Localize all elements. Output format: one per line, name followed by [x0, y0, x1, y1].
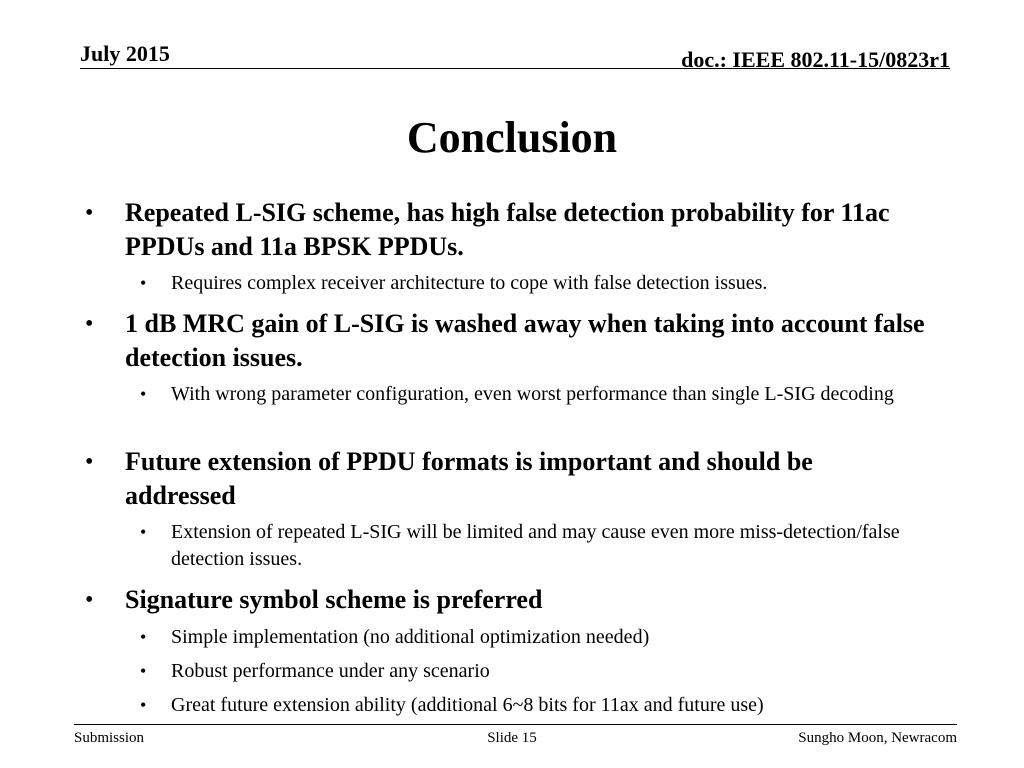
header-divider: [80, 68, 950, 69]
sub-bullet-item: [140, 658, 931, 685]
bullet-marker: •: [140, 695, 147, 715]
bullet-item: [85, 307, 925, 375]
header-date: July 2015: [80, 41, 170, 66]
footer-slide-number: Slide 15: [487, 730, 537, 746]
sub-bullet-text: Requires complex receiver architecture to cope with false detection issues.: [171, 272, 768, 294]
sub-bullet-text: Robust performance under any scenario: [171, 660, 490, 682]
bullet-marker: •: [85, 449, 94, 475]
header-doc-id: doc.: IEEE 802.11-15/0823r1: [681, 47, 950, 72]
bullet-text: Signature symbol scheme is preferred: [125, 585, 543, 614]
bullet-marker: •: [140, 627, 147, 647]
bullet-marker: •: [140, 384, 147, 404]
sub-bullet-item: [140, 381, 931, 408]
sub-bullet-text: Extension of repeated L-SIG will be limited and may cause even more miss-detection/false detection issues.: [171, 521, 900, 570]
sub-bullet-item: [140, 270, 931, 297]
bullet-marker: •: [140, 273, 147, 293]
bullet-text: 1 dB MRC gain of L-SIG is washed away when taking into account false detection issues.: [125, 309, 925, 372]
footer-author: Sungho Moon, Newracom: [798, 730, 957, 746]
bullet-text: Future extension of PPDU formats is important and should be addressed: [125, 447, 813, 510]
bullet-item: [85, 583, 925, 617]
footer-divider: [74, 724, 957, 725]
bullet-item: [85, 445, 925, 513]
bullet-marker: •: [85, 311, 94, 337]
sub-bullet-item: [140, 624, 931, 651]
sub-bullet-text: Simple implementation (no additional optimization needed): [171, 626, 650, 648]
footer-submission: Submission: [74, 730, 145, 746]
sub-bullet-item: [140, 519, 931, 573]
bullet-text: Repeated L-SIG scheme, has high false detection probability for 11ac PPDUs and 11a BPSK PPDUs.: [125, 198, 890, 261]
sub-bullet-item: [140, 692, 931, 719]
bullet-marker: •: [85, 200, 94, 226]
slide-title: Conclusion: [406, 113, 618, 162]
bullet-item: [85, 196, 925, 264]
sub-bullet-text: With wrong parameter configuration, even worst performance than single L-SIG decoding: [171, 383, 894, 405]
bullet-marker: •: [85, 587, 94, 613]
bullet-marker: •: [140, 522, 147, 542]
sub-bullet-text: Great future extension ability (additional 6~8 bits for 11ax and future use): [171, 694, 764, 716]
bullet-marker: •: [140, 661, 147, 681]
